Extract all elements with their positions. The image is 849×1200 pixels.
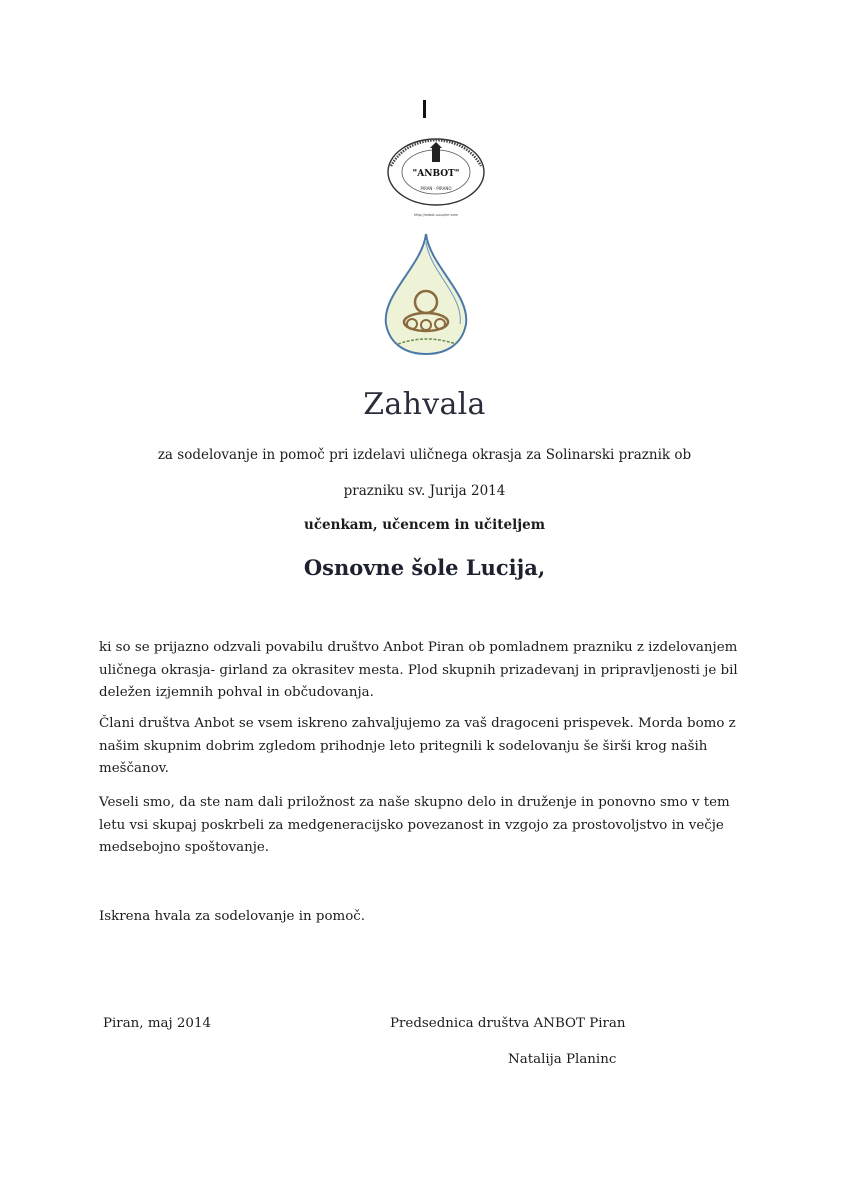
signatory-role: Predsednica društva ANBOT Piran xyxy=(390,1016,626,1031)
anbot-logo-url: http://anbot.uuuphrr.com xyxy=(413,213,459,217)
anbot-logo-location: PIRAN - PIRANO xyxy=(420,186,452,191)
anbot-logo-name: "ANBOT" xyxy=(412,169,460,179)
body-paragraph-3: Veseli smo, da ste nam dali priložnost za naše skupno delo in druženje in ponovno smo v tem letu vsi skupaj poskrbeli za medgeneracijsko povezanost in vzgojo za prostovoljstvo in večje medsebojno spoštovanje. xyxy=(99,795,730,855)
school-name: Osnovne šole Lucija, xyxy=(303,555,546,580)
signatory-name: Natalija Planinc xyxy=(508,1052,617,1067)
thanks-line: Iskrena hvala za sodelovanje in pomoč. xyxy=(99,909,366,924)
subtitle-line-2: prazniku sv. Jurija 2014 xyxy=(343,483,506,499)
body-paragraph-1: ki so se prijazno odzvali povabilu društvo Anbot Piran ob pomladnem prazniku z izdelovanjem uličnega okrasja- girland za okrasitev mesta. Plod skupnih prizadevanj in pripravljenosti je bil deležen izjemnih pohval in občudovanja. xyxy=(99,640,738,700)
anbot-society-logo xyxy=(384,136,488,220)
place-date: Piran, maj 2014 xyxy=(103,1016,211,1031)
recipients-line: učenkam, učencem in učiteljem xyxy=(304,517,545,533)
text-cursor-mark xyxy=(423,100,426,118)
page-title: Zahvala xyxy=(363,387,486,422)
subtitle-line-1: za sodelovanje in pomoč pri izdelavi uličnega okrasja za Solinarski praznik ob xyxy=(157,447,692,463)
drop-emblem-logo xyxy=(378,232,474,356)
body-paragraph-2: Člani društva Anbot se vsem iskreno zahvaljujemo za vaš dragoceni prispevek. Morda bomo z našim skupnim dobrim zgledom prihodnje leto pritegnili k sodelovanju še širši krog naših meščanov. xyxy=(99,716,736,776)
